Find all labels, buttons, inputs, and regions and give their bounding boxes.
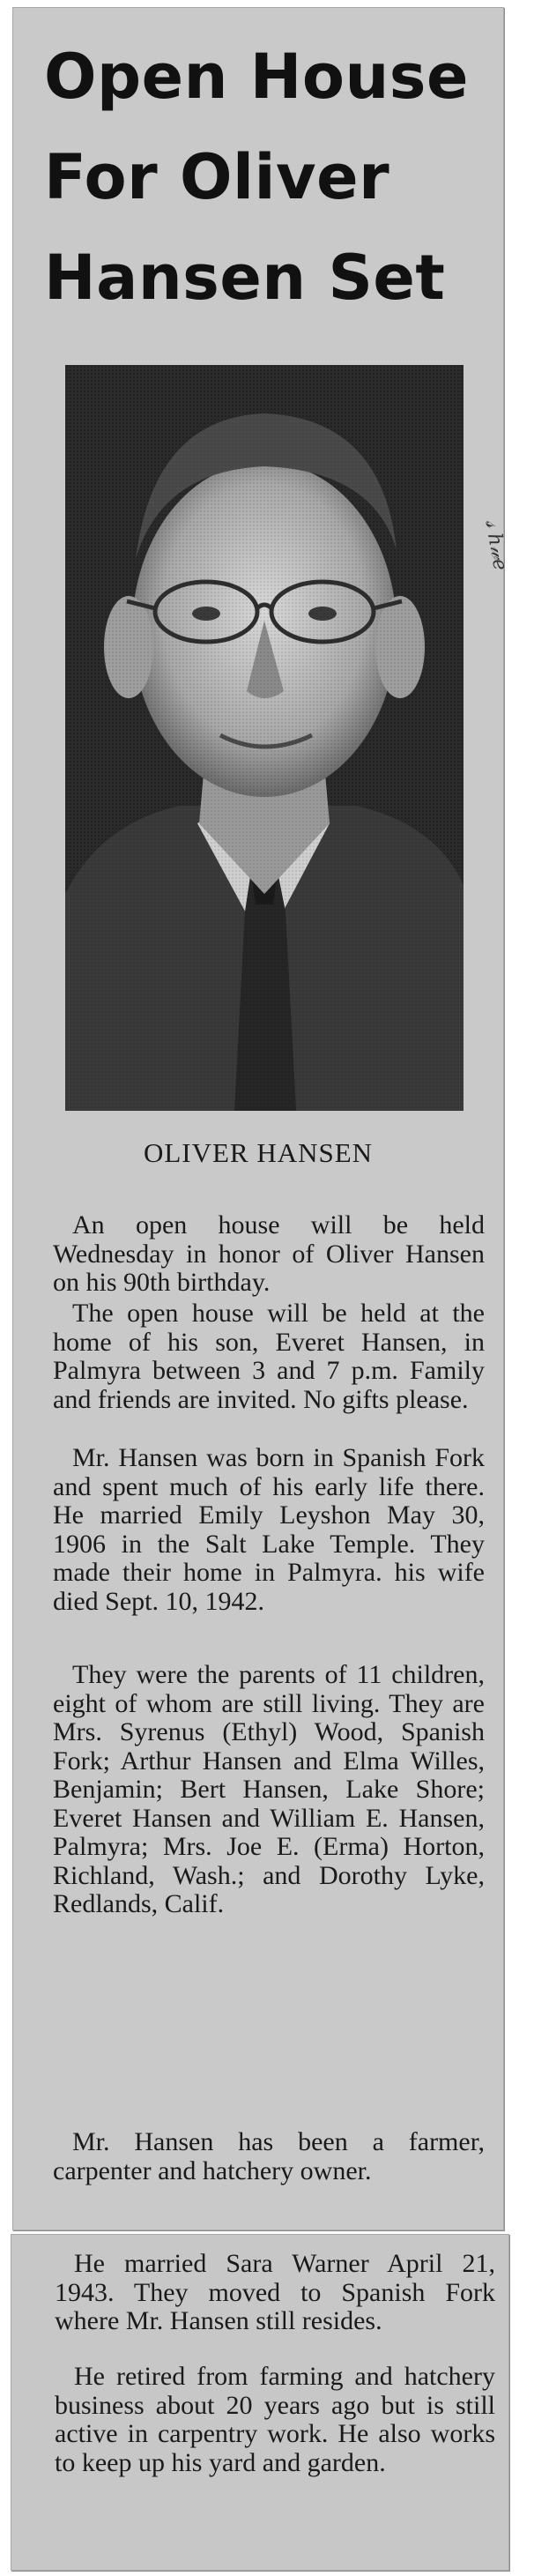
article-paragraph: They were the parents of 11 children, eight of whom are still living. They are Mrs. Syrenus (Ethyl) Wood, Spanish Fork; Arthur Hansen and Elma Willes, Benjamin; Bert Hansen, Lake Shore; Everet Hansen and William E. Hansen, Palmyra; Mrs. Joe E. (Erma) Horton, Richland, Wash.; and Dorothy Lyke, Redlands, Calif. (53, 1660, 485, 1918)
photo-caption: OLIVER HANSEN (143, 1137, 374, 1168)
article-paragraph: He retired from farming and hatchery business about 20 years ago but is still active in carpentry work. He also works to keep up his yard and garden. (55, 2362, 495, 2477)
article-paragraph: Mr. Hansen was born in Spanish Fork and spent much of his early life there. He married Emily Leyshon May 30, 1906 in the Salt Lake Temple. They made their home in Palmyra. his wife died Sept. 10, 1942. (53, 1443, 485, 1616)
portrait-photo (65, 365, 464, 1111)
article-paragraph: He married Sara Warner April 21, 1943. They moved to Spanish Fork where Mr. Hansen still resides. (55, 2249, 495, 2335)
headline (44, 26, 502, 328)
headline-line: For Oliver (44, 141, 390, 213)
handwritten-margin-note: 𝓈 ℎ𝓌𝑒 (480, 518, 511, 572)
headline-line: Hansen Set (44, 242, 446, 314)
article-paragraph: The open house will be held at the home of his son, Everet Hansen, in Palmyra between 3 and 7 p.m. Family and friends are invited. No gifts please. (53, 1299, 485, 1414)
article-paragraph: Mr. Hansen has been a farmer, carpenter and hatchery owner. (53, 2127, 485, 2185)
article-paragraph: An open house will be held Wednesday in honor of Oliver Hansen on his 90th birthday. (53, 1210, 485, 1297)
headline-line: Open House (44, 41, 469, 113)
portrait-photo-illustration (65, 365, 464, 1111)
